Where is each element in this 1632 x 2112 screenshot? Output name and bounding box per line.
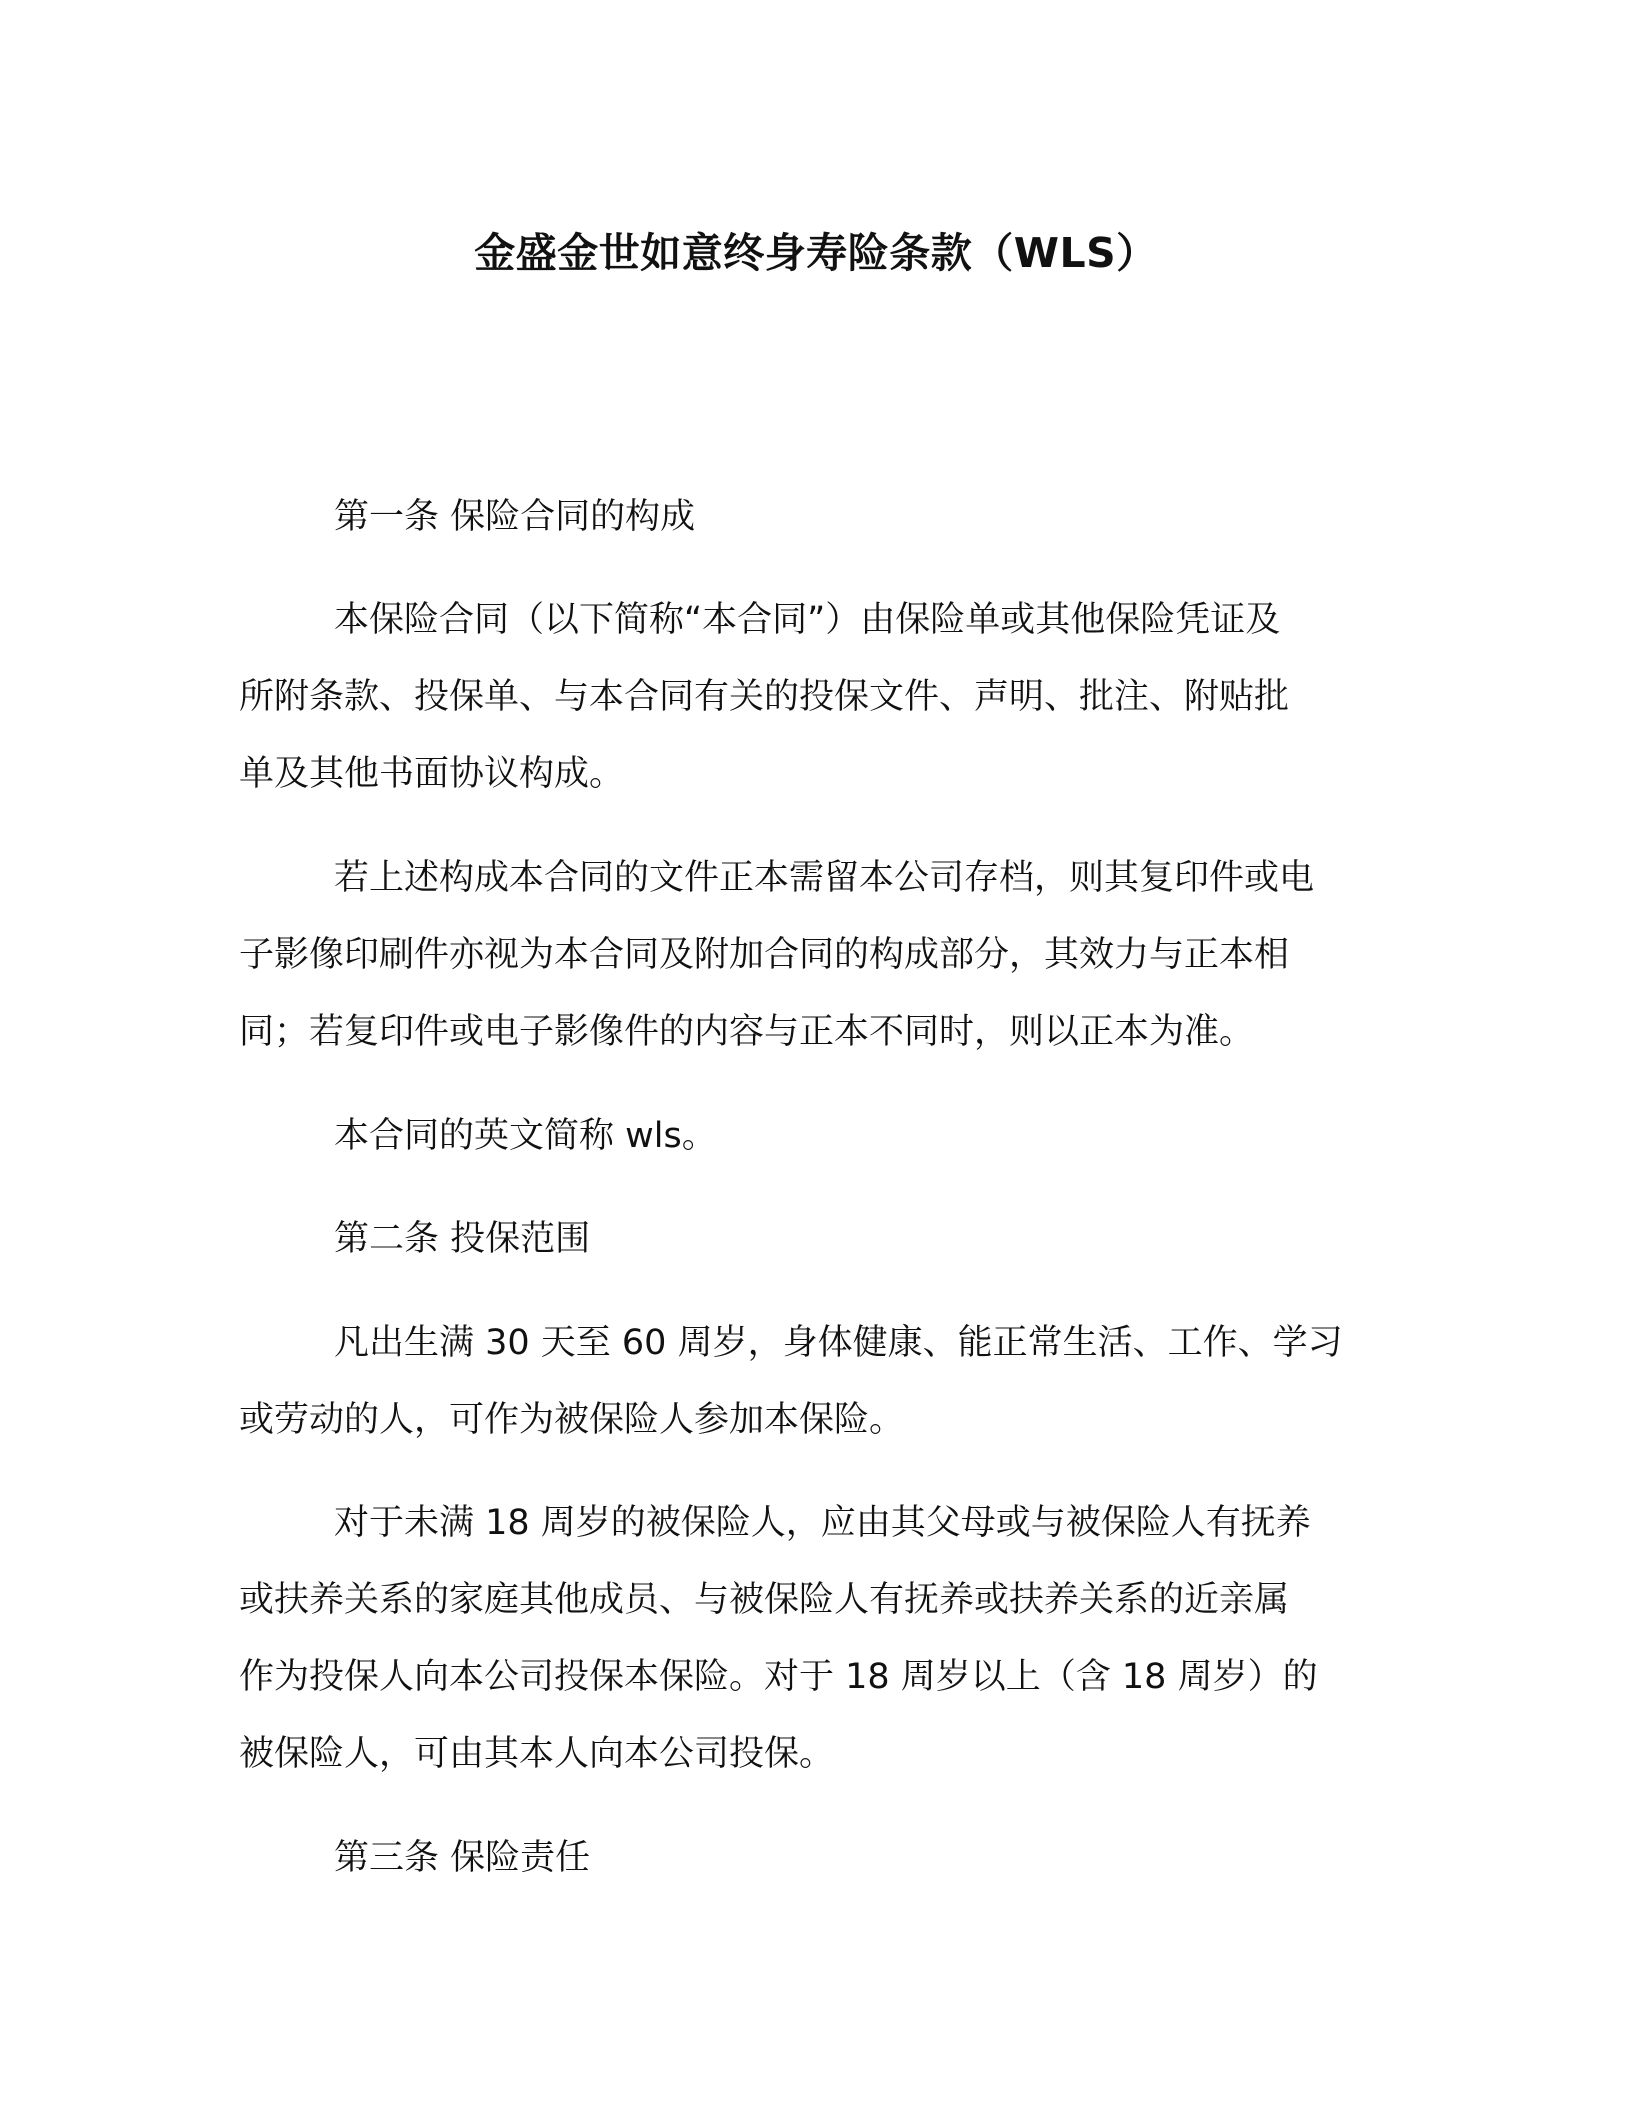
article-2-heading: 第二条 投保范围	[334, 1219, 591, 1259]
article-2-para-1-line-2: 或劳动的人，可作为被保险人参加本保险。	[239, 1400, 905, 1440]
article-1-para-2-line-2: 子影像印刷件亦视为本合同及附加合同的构成部分，其效力与正本相	[239, 935, 1290, 975]
article-1-para-3: 本合同的英文简称 wls。	[334, 1116, 717, 1156]
article-1-para-1-line-2: 所附条款、投保单、与本合同有关的投保文件、声明、批注、附贴批	[239, 677, 1290, 717]
article-2-para-2-line-2: 或扶养关系的家庭其他成员、与被保险人有抚养或扶养关系的近亲属	[239, 1580, 1290, 1620]
article-2-para-2-line-4: 被保险人，可由其本人向本公司投保。	[239, 1734, 835, 1774]
article-1-heading: 第一条 保险合同的构成	[334, 497, 696, 537]
article-2-para-1-line-1: 凡出生满 30 天至 60 周岁，身体健康、能正常生活、工作、学习	[334, 1323, 1343, 1363]
article-1-para-1-line-3: 单及其他书面协议构成。	[239, 754, 625, 794]
article-2-para-2-line-3: 作为投保人向本公司投保本保险。对于 18 周岁以上（含 18 周岁）的	[239, 1657, 1318, 1697]
article-1-para-2-line-1: 若上述构成本合同的文件正本需留本公司存档，则其复印件或电	[334, 858, 1315, 898]
article-1-para-2-line-3: 同；若复印件或电子影像件的内容与正本不同时，则以正本为准。	[239, 1012, 1255, 1052]
document-title: 金盛金世如意终身寿险条款（WLS）	[474, 229, 1158, 277]
article-2-para-2-line-1: 对于未满 18 周岁的被保险人，应由其父母或与被保险人有抚养	[334, 1503, 1311, 1543]
article-1-para-1-line-1: 本保险合同（以下简称“本合同”）由保险单或其他保险凭证及	[334, 600, 1281, 640]
article-3-heading: 第三条 保险责任	[334, 1838, 591, 1878]
